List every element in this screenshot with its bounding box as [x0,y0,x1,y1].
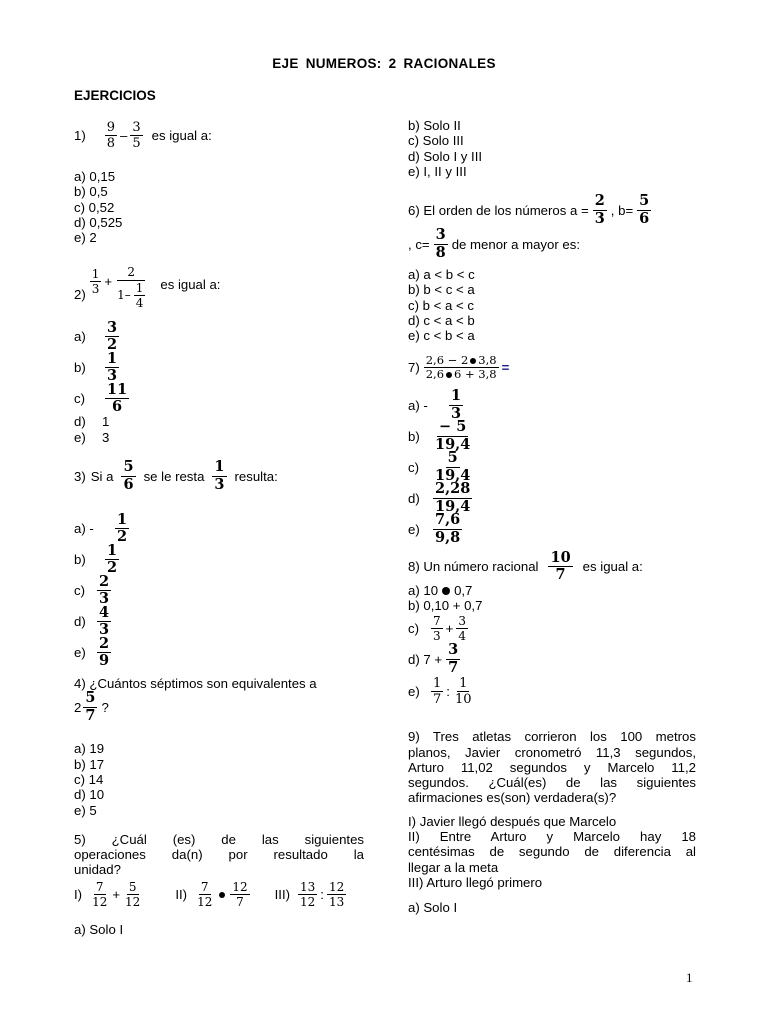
fraction: $\frac{1}{3}$ [91,266,100,296]
answer-option: b) 17 [74,756,105,772]
answer-option: e) $\frac{7,6}{9,8}$ [408,511,461,546]
question-text: , c= $\frac{3}{8}$ de menor a mayor es: [408,226,580,261]
question-text: es igual a: [151,127,212,143]
answer-option: e) $\frac{2}{9}$ [74,634,110,670]
answer-option: b) 0,10 + 0,7 [408,597,483,613]
answer-option: e) 3 [74,429,110,445]
fraction: $\frac{9}{8}$ [106,119,116,151]
right-column [408,118,696,916]
operations-row: I) $\frac{7}{12}$ + $\frac{5}{12}$ II) $\frac{7}{12}$ $\frac{12}{7}$ III) $\frac{13}{12}$ : $\frac{12}{13}$ [74,880,345,910]
question-3 [74,459,364,493]
question-text: operaciones da(n) por resultado la [74,847,364,863]
statement: III) Arturo llegó primero [408,874,543,890]
answer-option: b) b < c < a [408,282,475,298]
question-text: Arturo 11,02 segundos y Marcelo 11,2 [408,759,696,775]
multiply-dot [442,587,450,595]
question-9: 9) Tres atletas corrieron los 100 metros [408,729,696,745]
question-text: afirmaciones es(son) verdadera(s)? [408,790,617,806]
answer-option: a) $\frac{3}{2}$ [74,318,118,354]
complex-fraction: 2 1– $\frac{1}{4}$ [117,264,144,310]
page-number: 1 [686,970,693,985]
answer-option: c) $\frac{7}{3}$ + $\frac{3}{4}$ [408,613,466,643]
statement: llegar a la meta [408,859,499,875]
left-column [74,115,364,937]
answer-option: d) 10 [74,787,105,803]
answer-option: e) $\frac{1}{7}$ : $\frac{1}{10}$ [408,675,472,707]
fraction: $\frac{5}{6}$ [123,458,134,493]
answer-option: a) Solo I [408,900,458,916]
answer-option: b) $\frac{1}{2}$ [74,541,118,577]
answer-option: e) 5 [74,802,97,818]
question-text: se le resta [143,468,205,484]
question-number: 2) [74,286,86,302]
page-title: EJE NUMEROS: 2 RACIONALES [272,56,496,71]
question-4: 4) ¿Cuántos séptimos son equivalentes a [74,676,317,692]
answer-option: a) Solo I [74,921,124,937]
answer-option: d) 7 + $\frac{3}{7}$ [408,641,459,676]
statement: I) Javier llegó después que Marcelo [408,813,617,829]
answer-option: c) 0,52 [74,199,115,215]
answer-option: a) 0,15 [74,169,116,184]
answer-option: a) a < b < c [408,267,475,283]
question-2 [74,259,364,315]
statement: II) Entre Arturo y Marcelo hay 18 [408,829,696,845]
answer-option: d) 1 [74,414,110,430]
question-text: unidad? [74,862,121,878]
question-7: 7) $\frac{2,6 - 2 3,8}{2,6 6 + 3,8}$ = [408,352,510,382]
answer-option: d) 0,525 [74,214,123,230]
section-heading: EJERCICIOS [74,88,156,103]
statement: centésimas de segundo de diferencia al [408,844,696,860]
answer-option: b) Solo II [408,118,461,133]
answer-option: c) $\frac{5}{19,4}$ [408,449,471,484]
answer-option: a) 10 0,7 [408,582,473,598]
question-number: 3) [74,468,86,484]
answer-option: c) $\frac{11}{6}$ [74,380,128,416]
question-6: 6) El orden de los números a = $\frac{2}{3}$ , b= $\frac{5}{6}$ [408,192,650,227]
answer-option: d) c < a < b [408,313,475,329]
answer-option: d) $\frac{2,28}{19,4}$ [408,480,471,515]
answer-option: c) Solo III [408,133,464,149]
question-text: es igual a: [160,276,221,292]
answer-option: a) - $\frac{1}{2}$ [74,510,128,546]
answer-option: a) - $\frac{1}{3}$ [408,387,462,422]
question-number: 1) [74,127,86,143]
answer-option: d) Solo I y III [408,148,483,164]
question-text: planos, Javier cronometró 11,3 segundos, [408,744,696,760]
answer-option: e) I, II y III [408,163,467,179]
operator: – [120,127,128,143]
answer-option: c) b < a < c [408,297,474,313]
question-text: Si a [90,468,114,484]
answer-option: e) c < b < a [408,328,475,344]
mixed-number: 2 $\frac{5}{7}$ ? [74,689,109,724]
operator: + [104,273,113,289]
answer-option: c) $\frac{2}{3}$ [74,572,110,608]
multiply-dot [219,892,225,898]
question-text: resulta: [234,468,278,484]
fraction: $\frac{1}{3}$ [214,458,225,493]
answer-option: e) 2 [74,230,97,246]
question-8: 8) Un número racional $\frac{10}{7}$ es igual a: [408,548,643,584]
question-1 [74,115,364,155]
answer-option: a) 19 [74,741,105,757]
answer-option: c) 14 [74,771,104,787]
answer-option: b) $\frac{- 5}{19,4}$ [408,418,471,453]
answer-option: d) $\frac{4}{3}$ [74,603,110,639]
question-5: 5) ¿Cuál (es) de las siguientes [74,831,364,847]
answer-option: b) 0,5 [74,184,108,200]
answer-option: b) $\frac{1}{3}$ [74,349,118,385]
question-text: segundos. ¿Cuál(es) de las siguientes [408,775,696,791]
fraction: $\frac{3}{5}$ [132,119,141,151]
